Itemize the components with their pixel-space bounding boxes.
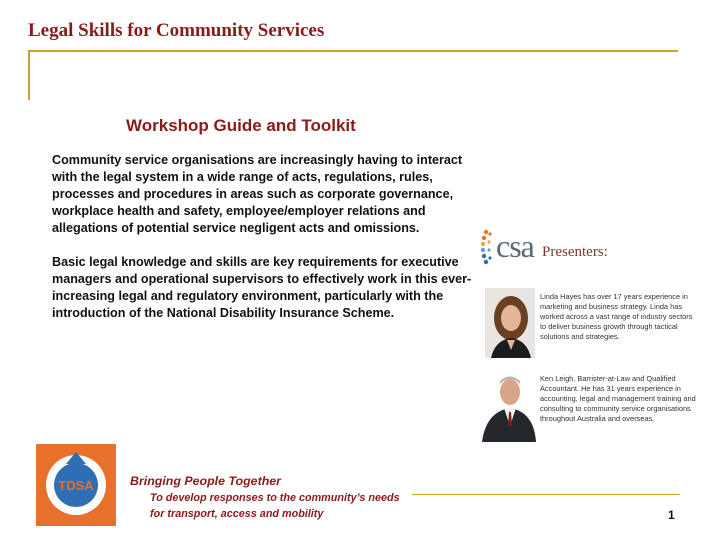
paragraph-2: Basic legal knowledge and skills are key requirements for executive managers and operational supervisors to effectively work in this ever-increasing legal and regulatory environment, particularly with the introduction of the National Disability Insurance Scheme. (52, 255, 472, 320)
slide-title: Legal Skills for Community Services (28, 20, 325, 41)
csa-logo-text: csa (496, 228, 534, 264)
presenter-linda-avatar (485, 288, 535, 358)
footer-subtagline: To develop responses to the community’s needs for transport, access and mobility (150, 492, 400, 520)
section-heading: Workshop Guide and Toolkit (126, 116, 356, 135)
presenters-card (478, 222, 703, 447)
title-rule-horizontal (28, 50, 678, 52)
presenters-heading: Presenters: (542, 244, 608, 260)
tdsa-logo (36, 444, 116, 526)
page-number: 1 (668, 508, 675, 522)
footer-tagline: Bringing People Together (130, 474, 281, 488)
presenter-photo-linda (485, 288, 535, 358)
tdsa-logo-text: TDSA (58, 478, 94, 493)
title-rule-vertical (28, 50, 30, 100)
presenter-photo-ken (480, 368, 538, 442)
tdsa-logo-icon (36, 444, 116, 526)
presenter-bio-ken: Ken Leigh, Barrister-at-Law and Qualified Accountant. He has 31 years experience in accounting, legal and management training and consulting to community service organisations throughout Australia and overseas. (540, 374, 696, 423)
body-text (52, 152, 472, 339)
footer-rule (412, 494, 680, 495)
presenter-bio-linda: Linda Hayes has over 17 years experience in marketing and business strategy. Linda has worked across a vast range of industry sectors to deliver business growth through tactical solutions and strategies. (540, 292, 693, 341)
presenter-ken-avatar (480, 368, 538, 442)
paragraph-1: Community service organisations are increasingly having to interact with the legal system in a wide range of acts, regulations, rules, processes and procedures in areas such as corporate governance, workplace health and safety, employee/employer relations and allegations of potential service negligent acts and omissions. (52, 153, 463, 235)
